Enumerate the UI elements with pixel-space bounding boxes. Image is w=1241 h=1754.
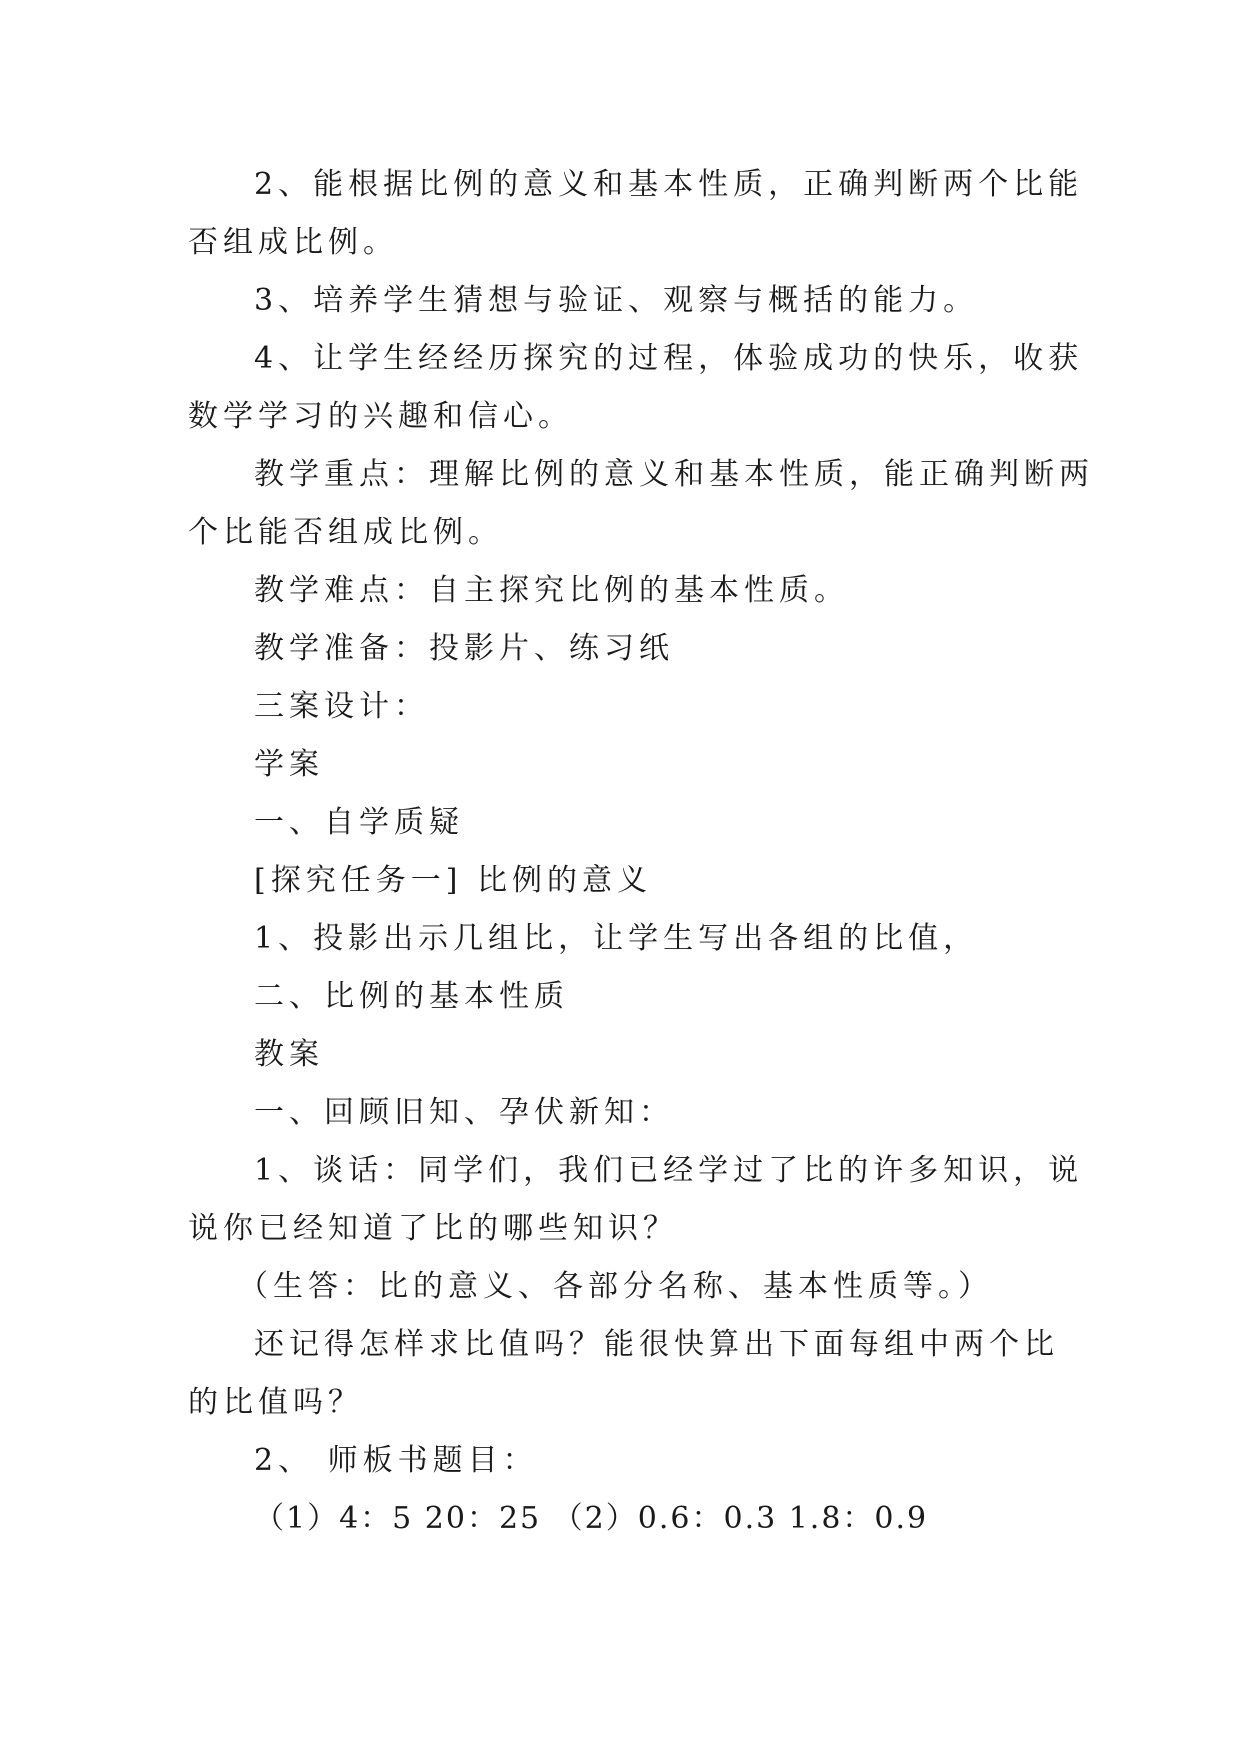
- paragraph-board-title: 2、 师板书题目：: [254, 1443, 538, 1478]
- paragraph-ratio-question-cont: 的比值吗？: [188, 1385, 363, 1420]
- paragraph-talk: 1、谈话：同学们，我们已经学过了比的许多知识，说: [254, 1153, 1084, 1188]
- paragraph-ratio-examples: （1）4：5 20：25 （2）0.6：0.3 1.8：0.9: [254, 1501, 929, 1536]
- heading-teaching-plan: 教案: [254, 1037, 324, 1072]
- heading-review: 一、回顾旧知、孕伏新知：: [254, 1095, 674, 1130]
- paragraph-student-answer: （生答：比的意义、各部分名称、基本性质等。）: [238, 1269, 993, 1304]
- paragraph-talk-cont: 说你已经知道了比的哪些知识？: [188, 1211, 678, 1246]
- paragraph-objective-4: 4、让学生经经历探究的过程，体验成功的快乐，收获: [254, 341, 1084, 376]
- heading-task-one: [探究任务一] 比例的意义: [254, 863, 652, 898]
- paragraph-objective-2-cont: 否组成比例。: [188, 225, 398, 260]
- paragraph-task-one-step-1: 1、投影出示几组比，让学生写出各组的比值，: [254, 921, 979, 956]
- heading-basic-property: 二、比例的基本性质: [254, 979, 569, 1014]
- paragraph-difficulty: 教学难点：自主探究比例的基本性质。: [254, 573, 849, 608]
- paragraph-objective-2: 2、能根据比例的意义和基本性质，正确判断两个比能: [254, 167, 1084, 202]
- paragraph-key-point: 教学重点：理解比例的意义和基本性质，能正确判断两: [254, 457, 1094, 492]
- paragraph-objective-3: 3、培养学生猜想与验证、观察与概括的能力。: [254, 283, 979, 318]
- paragraph-ratio-question: 还记得怎样求比值吗？能很快算出下面每组中两个比: [254, 1327, 1059, 1362]
- paragraph-objective-4-cont: 数学学习的兴趣和信心。: [188, 399, 573, 434]
- paragraph-key-point-cont: 个比能否组成比例。: [188, 515, 503, 550]
- heading-three-plan-design: 三案设计：: [254, 689, 429, 724]
- paragraph-preparation: 教学准备：投影片、练习纸: [254, 631, 674, 666]
- heading-self-study: 一、自学质疑: [254, 805, 464, 840]
- heading-study-plan: 学案: [254, 747, 324, 782]
